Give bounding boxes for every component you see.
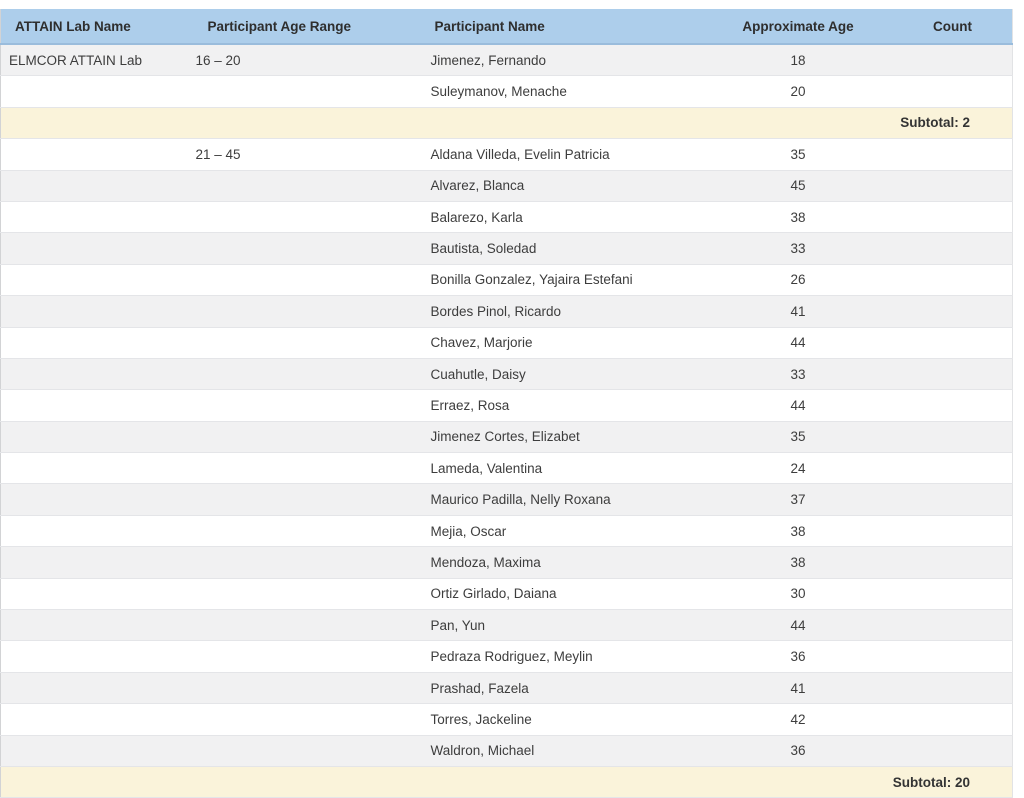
approximate-age-cell: 41 (731, 672, 866, 703)
participant-row (1, 421, 1013, 452)
approximate-age-cell: 38 (731, 547, 866, 578)
participant-row (1, 453, 1013, 484)
participant-row (1, 264, 1013, 295)
lab-name-cell (1, 264, 186, 295)
age-range-cell (186, 641, 421, 672)
age-range-cell (186, 547, 421, 578)
column-header-count: Count (866, 9, 1013, 44)
participant-name-cell: Ortiz Girlado, Daiana (421, 578, 731, 609)
age-range-cell (186, 672, 421, 703)
participant-row (1, 610, 1013, 641)
lab-name-cell (1, 358, 186, 389)
approximate-age-cell: 35 (731, 421, 866, 452)
lab-name-cell (1, 672, 186, 703)
table-body (1, 44, 1013, 798)
lab-name-cell (1, 515, 186, 546)
approximate-age-cell: 20 (731, 76, 866, 107)
count-cell (866, 484, 1013, 515)
lab-name-cell (1, 484, 186, 515)
approximate-age-cell: 44 (731, 327, 866, 358)
participant-row (1, 44, 1013, 76)
age-range-cell (186, 610, 421, 641)
participant-row (1, 170, 1013, 201)
age-range-cell (186, 704, 421, 735)
participant-row (1, 735, 1013, 766)
participant-name-cell: Waldron, Michael (421, 735, 731, 766)
participant-row (1, 704, 1013, 735)
lab-name-cell (1, 578, 186, 609)
participant-name-cell: Pedraza Rodriguez, Meylin (421, 641, 731, 672)
column-header-attain-lab-name: ATTAIN Lab Name (1, 9, 186, 44)
participant-row (1, 641, 1013, 672)
participant-row (1, 358, 1013, 389)
table-header (1, 9, 1013, 44)
age-range-cell (186, 76, 421, 107)
participant-name-cell: Jimenez, Fernando (421, 44, 731, 76)
participant-name-cell: Mendoza, Maxima (421, 547, 731, 578)
participant-row (1, 672, 1013, 703)
count-cell (866, 296, 1013, 327)
age-range-cell: 21 – 45 (186, 139, 421, 170)
participant-row (1, 139, 1013, 170)
participant-name-cell: Pan, Yun (421, 610, 731, 641)
approximate-age-cell: 38 (731, 201, 866, 232)
lab-name-cell (1, 547, 186, 578)
column-header-participant-age-range: Participant Age Range (186, 9, 421, 44)
approximate-age-cell: 36 (731, 641, 866, 672)
count-cell (866, 201, 1013, 232)
participant-name-cell: Jimenez Cortes, Elizabet (421, 421, 731, 452)
age-range-cell (186, 296, 421, 327)
approximate-age-cell: 36 (731, 735, 866, 766)
age-range-cell (186, 421, 421, 452)
approximate-age-cell: 41 (731, 296, 866, 327)
participant-name-cell: Chavez, Marjorie (421, 327, 731, 358)
age-range-cell: 16 – 20 (186, 44, 421, 76)
participant-row (1, 233, 1013, 264)
participant-name-cell: Prashad, Fazela (421, 672, 731, 703)
age-range-cell (186, 358, 421, 389)
participant-name-cell: Balarezo, Karla (421, 201, 731, 232)
count-cell (866, 453, 1013, 484)
participant-name-cell: Bordes Pinol, Ricardo (421, 296, 731, 327)
approximate-age-cell: 24 (731, 453, 866, 484)
count-cell (866, 170, 1013, 201)
count-cell (866, 547, 1013, 578)
column-header-approximate-age: Approximate Age (731, 9, 866, 44)
count-cell (866, 578, 1013, 609)
participant-name-cell: Maurico Padilla, Nelly Roxana (421, 484, 731, 515)
count-cell (866, 327, 1013, 358)
approximate-age-cell: 33 (731, 358, 866, 389)
count-cell (866, 264, 1013, 295)
approximate-age-cell: 44 (731, 610, 866, 641)
count-cell (866, 672, 1013, 703)
count-cell (866, 139, 1013, 170)
count-cell (866, 515, 1013, 546)
approximate-age-cell: 45 (731, 170, 866, 201)
lab-name-cell (1, 139, 186, 170)
lab-name-cell (1, 421, 186, 452)
lab-name-cell (1, 201, 186, 232)
participant-name-cell: Bonilla Gonzalez, Yajaira Estefani (421, 264, 731, 295)
column-header-participant-name: Participant Name (421, 9, 731, 44)
approximate-age-cell: 35 (731, 139, 866, 170)
lab-name-cell (1, 735, 186, 766)
participant-name-cell: Aldana Villeda, Evelin Patricia (421, 139, 731, 170)
count-cell (866, 233, 1013, 264)
participant-name-cell: Alvarez, Blanca (421, 170, 731, 201)
lab-name-cell (1, 453, 186, 484)
count-cell (866, 704, 1013, 735)
lab-name-cell: ELMCOR ATTAIN Lab (1, 44, 186, 76)
approximate-age-cell: 26 (731, 264, 866, 295)
age-range-cell (186, 735, 421, 766)
age-range-cell (186, 264, 421, 295)
participant-name-cell: Cuahutle, Daisy (421, 358, 731, 389)
participant-name-cell: Suleymanov, Menache (421, 76, 731, 107)
count-cell (866, 421, 1013, 452)
age-range-cell (186, 484, 421, 515)
participant-row (1, 547, 1013, 578)
subtotal-filler-cell (1, 766, 866, 797)
subtotal-filler-cell (1, 107, 866, 138)
lab-name-cell (1, 704, 186, 735)
lab-name-cell (1, 170, 186, 201)
participants-report-table (0, 9, 1013, 798)
age-range-cell (186, 233, 421, 264)
count-cell (866, 390, 1013, 421)
age-range-cell (186, 170, 421, 201)
report-page (0, 9, 1024, 790)
participant-row (1, 390, 1013, 421)
participant-name-cell: Erraez, Rosa (421, 390, 731, 421)
approximate-age-cell: 44 (731, 390, 866, 421)
participant-row (1, 327, 1013, 358)
subtotal-row (1, 107, 1013, 138)
lab-name-cell (1, 233, 186, 264)
participant-row (1, 484, 1013, 515)
participant-row (1, 296, 1013, 327)
approximate-age-cell: 42 (731, 704, 866, 735)
age-range-cell (186, 390, 421, 421)
participant-name-cell: Mejia, Oscar (421, 515, 731, 546)
age-range-cell (186, 327, 421, 358)
approximate-age-cell: 30 (731, 578, 866, 609)
subtotal-value-cell: Subtotal: 2 (866, 107, 1013, 138)
count-cell (866, 610, 1013, 641)
approximate-age-cell: 37 (731, 484, 866, 515)
header-row (1, 9, 1013, 44)
count-cell (866, 735, 1013, 766)
participant-name-cell: Bautista, Soledad (421, 233, 731, 264)
participant-row (1, 201, 1013, 232)
lab-name-cell (1, 610, 186, 641)
participant-row (1, 515, 1013, 546)
subtotal-row (1, 766, 1013, 797)
participant-row (1, 578, 1013, 609)
age-range-cell (186, 515, 421, 546)
participant-name-cell: Torres, Jackeline (421, 704, 731, 735)
count-cell (866, 358, 1013, 389)
lab-name-cell (1, 296, 186, 327)
participant-name-cell: Lameda, Valentina (421, 453, 731, 484)
age-range-cell (186, 201, 421, 232)
approximate-age-cell: 18 (731, 44, 866, 76)
lab-name-cell (1, 641, 186, 672)
approximate-age-cell: 38 (731, 515, 866, 546)
approximate-age-cell: 33 (731, 233, 866, 264)
subtotal-value-cell: Subtotal: 20 (866, 766, 1013, 797)
lab-name-cell (1, 76, 186, 107)
count-cell (866, 641, 1013, 672)
count-cell (866, 76, 1013, 107)
lab-name-cell (1, 390, 186, 421)
age-range-cell (186, 578, 421, 609)
participant-row (1, 76, 1013, 107)
age-range-cell (186, 453, 421, 484)
count-cell (866, 44, 1013, 76)
lab-name-cell (1, 327, 186, 358)
